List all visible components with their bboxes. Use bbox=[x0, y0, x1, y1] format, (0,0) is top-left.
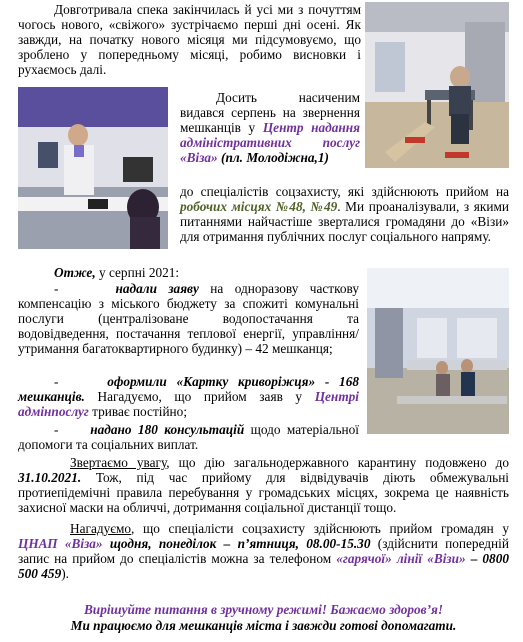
august-text-c: . Ми проаналізували, з якими питаннями найчастіше зверталися громадяни до «Візи» для отримання публічних послуг соціального напряму. bbox=[180, 199, 509, 244]
photo-service-desk bbox=[18, 87, 168, 249]
reminder-label: Нагадуємо bbox=[70, 521, 132, 536]
photo-waiting-area bbox=[365, 2, 509, 168]
summary-intro-text: у серпні 2021: bbox=[95, 265, 180, 280]
closing-statement: Ми працюємо для мешканців міста і завжди готові допомагати. bbox=[70, 618, 457, 633]
otzhe-word: Отже, bbox=[54, 265, 96, 280]
list-item-consultations bbox=[18, 422, 359, 452]
list-dash: - bbox=[54, 374, 59, 389]
item1-bold: надали заяву bbox=[115, 281, 199, 296]
list-dash: - bbox=[54, 281, 59, 296]
august-paragraph-bottom bbox=[180, 184, 509, 244]
center-short-name: Центрі адмінпослуг bbox=[18, 389, 359, 419]
workplaces: робочих місцях №48, №49 bbox=[180, 199, 338, 214]
item2-text: Нагадуємо, що прийом заяв у bbox=[84, 389, 303, 404]
item3-text: щодо матеріальної допомоги та соціальних виплат. bbox=[18, 422, 359, 452]
schedule-hours: щодня, понеділок – п’ятниця, 08.00-15.30 bbox=[102, 536, 371, 551]
reminder-text-b: (здійснити попередній запис на прийом до спеціалістів можна за телефоном bbox=[18, 536, 509, 566]
item2-bold: оформили «Картку криворіжця» - 168 мешканців. bbox=[18, 374, 360, 404]
hotline-name: «гарячої» лінії «Візи» bbox=[336, 551, 466, 566]
quarantine-paragraph bbox=[18, 455, 509, 515]
intro-paragraph bbox=[18, 2, 361, 77]
list-item-applications bbox=[18, 281, 359, 356]
august-text-b: до спеціалістів соцзахисту, які здійснюють прийом на bbox=[180, 184, 509, 199]
list-dash: - bbox=[54, 422, 59, 437]
list-item-cards bbox=[18, 374, 359, 419]
intro-text: Довготривала спека закінчилась й усі ми з почуттям чогось нового, «свіжого» зустрічаємо перші дні осені. Як завжди, на початку нового місяця ми підсумовуємо, що зроблено у попередньому місяці, робимо висновки і рухаємось далі. bbox=[18, 2, 361, 77]
center-address: (пл. Молодіжна,1) bbox=[221, 150, 329, 165]
cnap-name: ЦНАП «Віза» bbox=[18, 536, 103, 551]
attention-text-a: , що дію загальнодержавного карантину подовжено до bbox=[166, 455, 509, 470]
photo-hall bbox=[367, 268, 509, 434]
item3-bold: надано 180 консультацій bbox=[90, 422, 245, 437]
closing-line-1 bbox=[18, 602, 509, 617]
attention-text-b: Тож, під час прийому для відвідувачів діють обмежувальні протиепідемічні правила перебування у громадських місцях, зокрема це наявність захисної маски на обличчі, дотримання соціальної дистанції тощо. bbox=[18, 470, 509, 515]
reminder-text-c: ). bbox=[61, 566, 69, 581]
attention-label: Звертаємо увагу bbox=[70, 455, 167, 470]
closing-line-2 bbox=[18, 618, 509, 633]
center-name: Центр надання адміністративних послуг «Віза» bbox=[180, 120, 360, 165]
august-text-a: Досить насиченим видався серпень на звернення мешканців у bbox=[180, 90, 360, 135]
summary-intro bbox=[18, 265, 361, 280]
item1-text: на одноразову часткову компенсацію з міського бюджету за спожиті комунальні послуги (централізоване водопостачання та водовідведення, постачання теплової енергії, управління/утримання багатоквартирного будинку) – 42 мешканця; bbox=[18, 281, 359, 356]
schedule-paragraph bbox=[18, 521, 509, 581]
quarantine-date: 31.10.2021. bbox=[18, 470, 82, 485]
august-paragraph-top bbox=[180, 90, 360, 165]
closing-wish: Вирішуйте питання в зручному режимі! Бажаємо здоров’я! bbox=[83, 602, 444, 617]
hotline-phone: – 0800 500 459 bbox=[18, 551, 509, 581]
item2-text2: триває постійно; bbox=[88, 404, 188, 419]
reminder-text-a: , що спеціалісти соцзахисту здійснюють прийом громадян у bbox=[131, 521, 509, 536]
